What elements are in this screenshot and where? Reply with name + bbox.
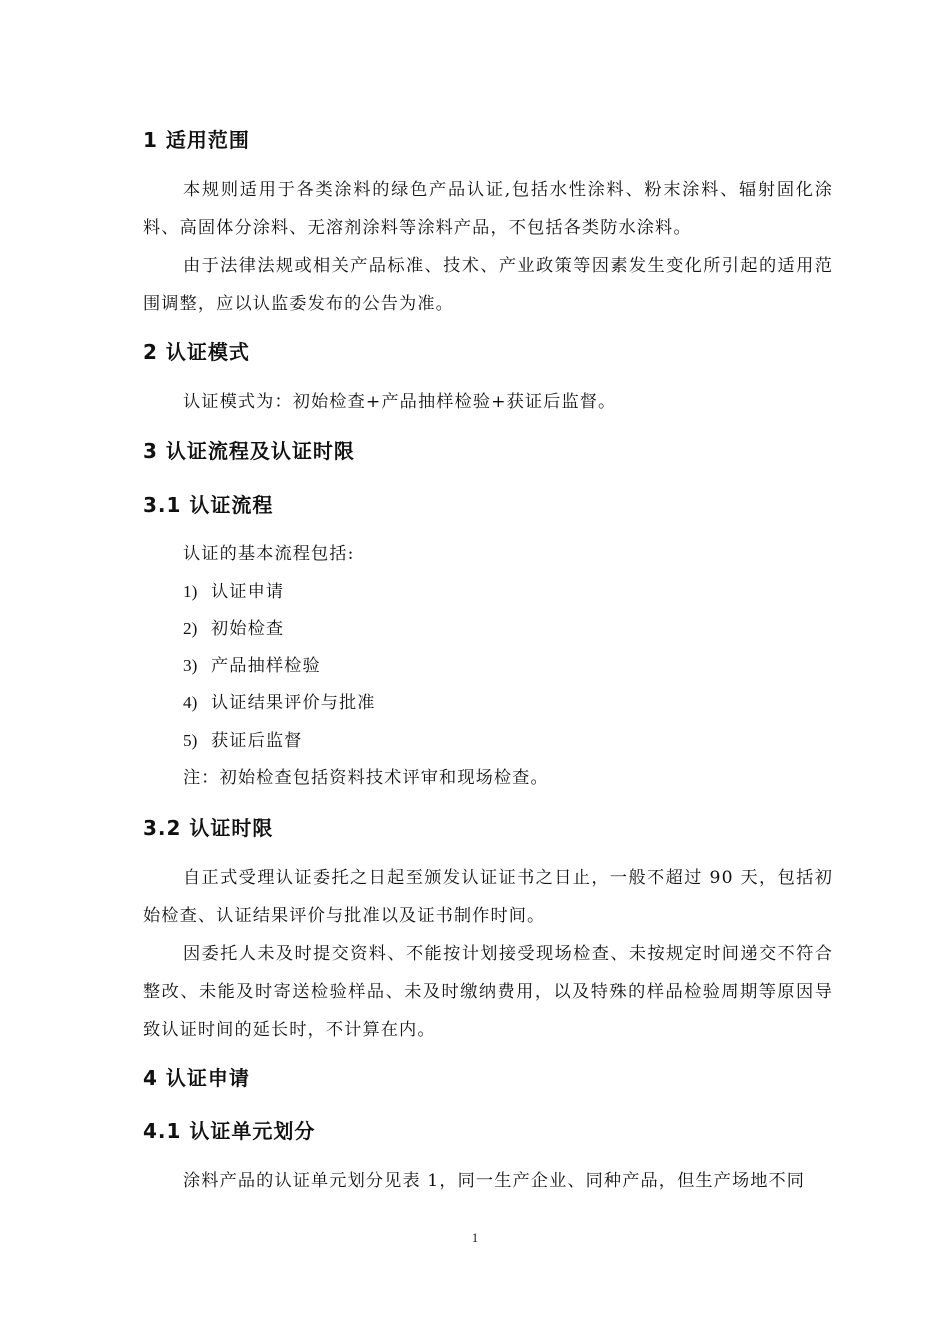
heading-certification-mode: 2 认证模式 bbox=[143, 340, 250, 364]
heading-time-limit: 3.2 认证时限 bbox=[143, 816, 274, 840]
page-number: 1 bbox=[471, 1230, 479, 1245]
list-item: 1) 认证申请 bbox=[183, 582, 285, 602]
heading-unit-division: 4.1 认证单元划分 bbox=[143, 1119, 316, 1143]
heading-process: 3.1 认证流程 bbox=[143, 493, 274, 517]
time-limit-paragraph-2: 因委托人未及时提交资料、不能按计划接受现场检查、未按规定时间递交不符合整改、未能及时寄送检验样品、未及时缴纳费用，以及特殊的样品检验周期等原因导致认证时间的延长时，不计算在内。 bbox=[143, 944, 833, 1040]
unit-division-paragraph: 涂料产品的认证单元划分见表 1，同一生产企业、同种产品，但生产场地不同 bbox=[183, 1171, 806, 1191]
heading-application: 4 认证申请 bbox=[143, 1066, 250, 1090]
heading-scope: 1 适用范围 bbox=[143, 128, 250, 152]
scope-paragraph-2: 由于法律法规或相关产品标准、技术、产业政策等因素发生变化所引起的适用范围调整，应以认监委发布的公告为准。 bbox=[143, 256, 833, 314]
process-intro: 认证的基本流程包括: bbox=[183, 544, 355, 564]
heading-process-and-time-limit: 3 认证流程及认证时限 bbox=[143, 439, 355, 463]
process-note: 注：初始检查包括资料技术评审和现场检查。 bbox=[183, 768, 549, 788]
list-item: 2) 初始检查 bbox=[183, 619, 285, 639]
scope-paragraph-1: 本规则适用于各类涂料的绿色产品认证,包括水性涂料、粉末涂料、辐射固化涂料、高固体分涂料、无溶剂涂料等涂料产品，不包括各类防水涂料。 bbox=[143, 180, 833, 238]
time-limit-paragraph-1: 自正式受理认证委托之日起至颁发认证证书之日止，一般不超过 90 天，包括初始检查、认证结果评价与批准以及证书制作时间。 bbox=[143, 868, 833, 926]
list-item: 4) 认证结果评价与批准 bbox=[183, 693, 376, 713]
list-item: 5) 获证后监督 bbox=[183, 731, 303, 751]
mode-paragraph: 认证模式为：初始检查+产品抽样检验+获证后监督。 bbox=[183, 392, 617, 412]
list-item: 3) 产品抽样检验 bbox=[183, 656, 321, 676]
